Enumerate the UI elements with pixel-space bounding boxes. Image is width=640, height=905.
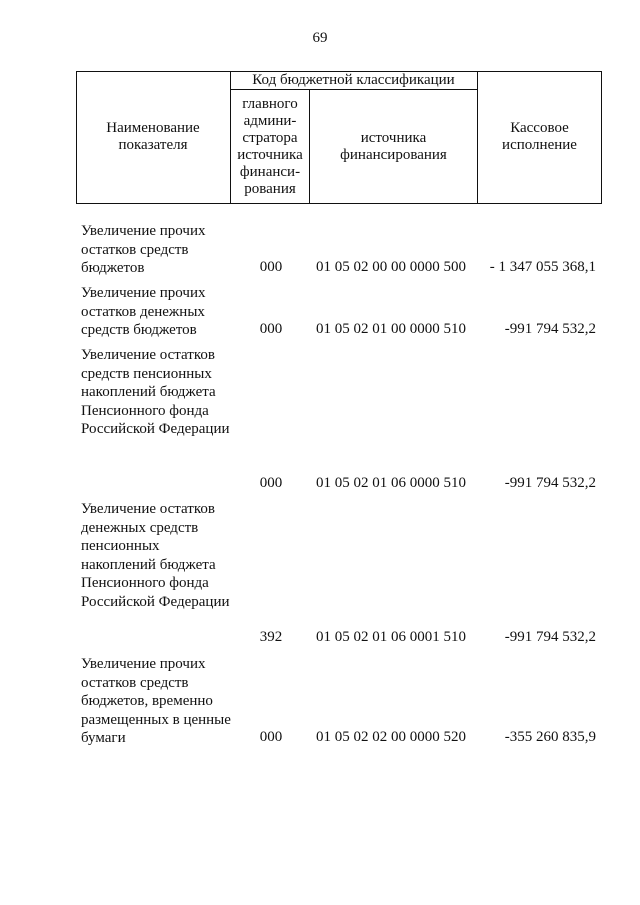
header-source: источника финансирования <box>340 129 447 163</box>
row-amount: -991 794 532,2 <box>504 321 596 337</box>
row-amount: - 1 347 055 368,1 <box>489 259 596 275</box>
row-source-code: 01 05 02 00 00 0000 500 <box>316 259 466 275</box>
row-name: Увеличение остатков денежных средств пенсионных накоплений бюджета Пенсионного фонда Российской Федерации <box>81 501 230 610</box>
row-admin-code: 000 <box>259 475 283 491</box>
row-source-code: 01 05 02 01 00 0000 510 <box>316 321 466 337</box>
row-source-code: 01 05 02 01 06 0000 510 <box>316 475 466 491</box>
row-source-code: 01 05 02 01 06 0001 510 <box>316 629 466 645</box>
header-right-border <box>601 71 602 204</box>
row-amount: -991 794 532,2 <box>504 629 596 645</box>
row-amount: -991 794 532,2 <box>504 475 596 491</box>
row-source-code: 01 05 02 02 00 0000 520 <box>316 729 466 745</box>
page-number: 69 <box>312 30 328 46</box>
row-name: Увеличение прочих остатков средств бюджетов <box>81 223 206 276</box>
row-admin-code: 000 <box>259 259 283 275</box>
row-name: Увеличение остатков средств пенсионных накоплений бюджета Пенсионного фонда Российской Федерации <box>81 347 230 437</box>
row-name: Увеличение прочих остатков денежных средств бюджетов <box>81 285 206 338</box>
row-admin-code: 392 <box>259 629 283 645</box>
header-bottom-border <box>76 203 602 204</box>
table-header <box>76 71 602 204</box>
header-admin: главного админи-стратора источника финанси-рования <box>237 95 303 197</box>
header-amount: Кассовое исполнение <box>502 120 577 153</box>
header-name: Наименование показателя <box>106 120 200 153</box>
header-group-label: Код бюджетной классификации <box>252 71 455 88</box>
row-name: Увеличение прочих остатков средств бюджетов, временно размещенных в ценные бумаги <box>81 656 231 746</box>
row-admin-code: 000 <box>259 729 283 745</box>
row-amount: -355 260 835,9 <box>504 729 596 745</box>
row-admin-code: 000 <box>259 321 283 337</box>
